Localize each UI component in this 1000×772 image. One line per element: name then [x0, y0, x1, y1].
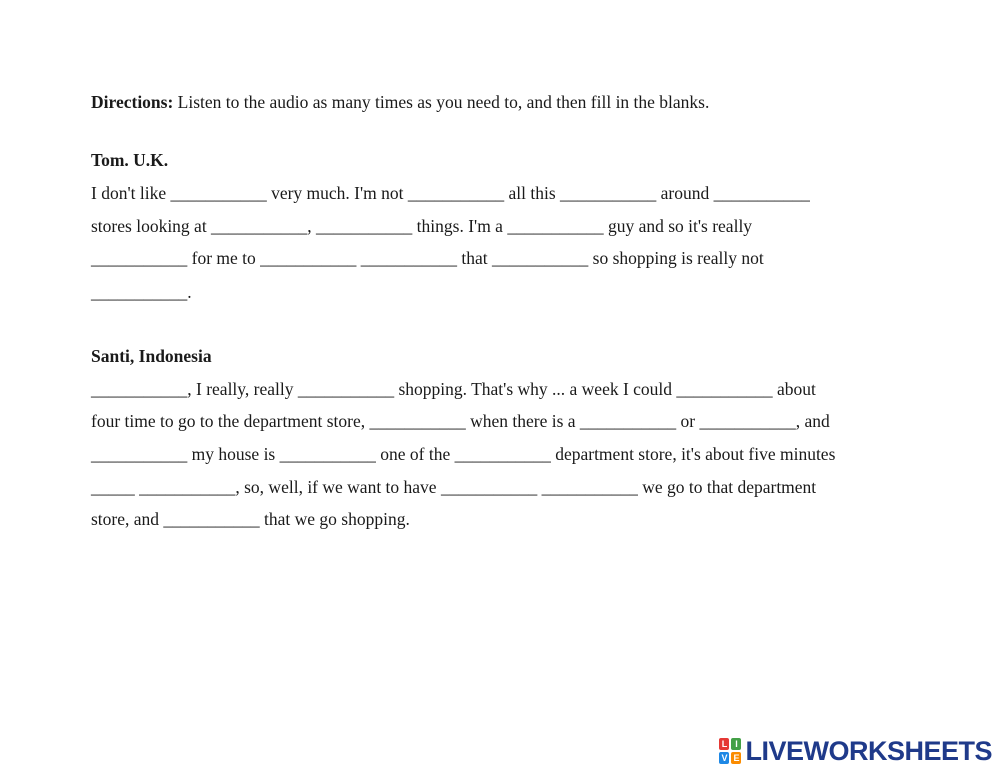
logo-block: V — [721, 753, 728, 763]
logo-block: I — [731, 738, 741, 750]
speaker-name-santi: Santi, Indonesia — [91, 346, 212, 366]
santi-text-line: _____ ___________, so, well, if we want to have ___________ ___________ we go to that department — [91, 477, 817, 497]
directions-text: Listen to the audio as many times as you need to, and then fill in the blanks. — [173, 92, 710, 112]
santi-text-line: four time to go to the department store, ___________ when there is a ___________ or ___________, and — [91, 411, 830, 431]
logo-block: L — [719, 738, 729, 750]
logo-text: LIVEWORKSHEETS — [745, 736, 992, 766]
logo-blocks-icon — [719, 738, 741, 764]
tom-text-line: ___________. — [91, 282, 192, 302]
santi-text-line: store, and ___________ that we go shopping. — [91, 509, 410, 529]
tom-text-line: stores looking at ___________, ___________ things. I'm a ___________ guy and so it's really — [91, 216, 753, 236]
speaker-name-tom: Tom. U.K. — [91, 150, 169, 170]
tom-text-line: ___________ for me to ___________ ___________ that ___________ so shopping is really not — [91, 248, 764, 268]
logo-block: E — [733, 753, 740, 763]
directions — [91, 91, 709, 113]
santi-text-line: ___________ my house is ___________ one of the ___________ department store, it's about five minutes — [91, 444, 836, 464]
directions-label: Directions: — [91, 92, 174, 112]
santi-text-line: ___________, I really, really ___________ shopping. That's why ... a week I could ___________ about — [91, 379, 816, 399]
tom-text-line: I don't like ___________ very much. I'm not ___________ all this ___________ around ___________ — [91, 183, 810, 203]
liveworksheets-logo — [719, 736, 992, 766]
